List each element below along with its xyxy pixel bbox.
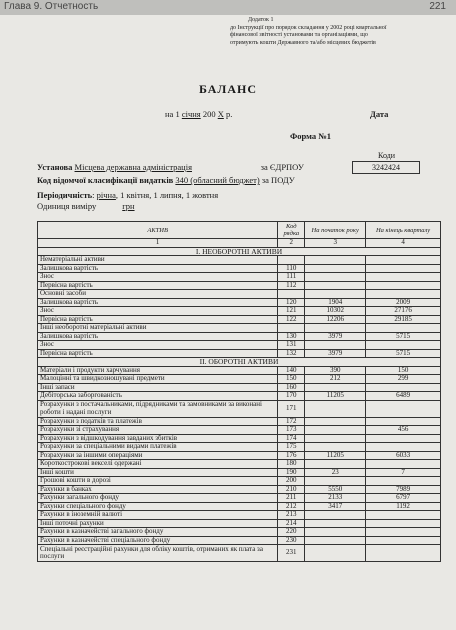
table-row <box>38 264 441 273</box>
institution-label: Установа <box>37 162 73 172</box>
row-label: Рахунки в банках <box>38 485 278 494</box>
row-start-value <box>305 341 366 350</box>
row-label: Матеріали і продукти харчування <box>38 366 278 375</box>
appendix-note <box>230 17 440 47</box>
row-label: Первісна вартість <box>38 281 278 290</box>
codes-header: Коди <box>378 151 396 160</box>
table-row <box>38 341 441 350</box>
section-heading: II. ОБОРОТНІ АКТИВИ <box>38 358 441 367</box>
periodicity-value: річна <box>96 190 116 200</box>
row-code: 121 <box>278 307 305 316</box>
row-start-value: 11205 <box>305 392 366 401</box>
table-row <box>38 460 441 469</box>
row-end-value <box>366 536 441 545</box>
row-code: 130 <box>278 332 305 341</box>
col-number: 1 <box>38 239 278 248</box>
header-asset: АКТИВ <box>38 222 278 239</box>
row-label: Інші кошти <box>38 468 278 477</box>
row-label: Первісна вартість <box>38 315 278 324</box>
row-label: Рахунки в іноземній валюті <box>38 511 278 520</box>
row-start-value: 1904 <box>305 298 366 307</box>
row-code: 176 <box>278 451 305 460</box>
table-number-row <box>38 239 441 248</box>
row-code: 110 <box>278 264 305 273</box>
table-row <box>38 324 441 333</box>
row-start-value <box>305 528 366 537</box>
row-code: 174 <box>278 434 305 443</box>
row-label: Інші поточні рахунки <box>38 519 278 528</box>
edrpou-code: 3242424 <box>352 161 420 174</box>
row-label: Дебіторська заборгованість <box>38 392 278 401</box>
row-label: Розрахунки за спеціальними видами платежів <box>38 443 278 452</box>
row-end-value: 5715 <box>366 349 441 358</box>
row-start-value <box>305 281 366 290</box>
col-number: 2 <box>278 239 305 248</box>
row-end-value: 27176 <box>366 307 441 316</box>
section-heading-row <box>38 358 441 367</box>
row-end-value <box>366 460 441 469</box>
row-code <box>278 290 305 299</box>
row-start-value <box>305 417 366 426</box>
row-code: 211 <box>278 494 305 503</box>
table-row <box>38 426 441 435</box>
row-code: 140 <box>278 366 305 375</box>
row-code: 212 <box>278 502 305 511</box>
row-end-value <box>366 264 441 273</box>
row-label: Рахунки спеціального фонду <box>38 502 278 511</box>
row-start-value: 3979 <box>305 349 366 358</box>
classification-label: Код відомчої класифікації видатків <box>37 175 174 185</box>
row-code <box>278 256 305 265</box>
row-end-value: 2009 <box>366 298 441 307</box>
row-label: Залишкова вартість <box>38 298 278 307</box>
date-suffix: р. <box>225 109 233 119</box>
classification-row <box>37 175 295 185</box>
chapter-title: Глава 9. Отчетность <box>4 1 99 12</box>
row-start-value: 5550 <box>305 485 366 494</box>
row-code: 200 <box>278 477 305 486</box>
appendix-note-line: фінансової звітності установами та організаціями, що <box>230 32 368 38</box>
row-code: 171 <box>278 400 305 417</box>
unit-row <box>37 201 158 211</box>
row-start-value: 3417 <box>305 502 366 511</box>
row-start-value <box>305 545 366 562</box>
table-row <box>38 392 441 401</box>
row-label: Знос <box>38 273 278 282</box>
table-row <box>38 536 441 545</box>
row-end-value: 6489 <box>366 392 441 401</box>
table-row <box>38 307 441 316</box>
unit-label: Одиниця виміру <box>37 201 97 211</box>
row-start-value <box>305 264 366 273</box>
row-start-value <box>305 536 366 545</box>
row-start-value: 10302 <box>305 307 366 316</box>
document-title: БАЛАНС <box>198 82 258 96</box>
appendix-note-line: отримують кошти Державного та/або місцевих бюджетів <box>230 39 376 46</box>
table-row <box>38 494 441 503</box>
institution-value: Місцева державна адміністрація <box>74 162 192 172</box>
classification-value: 340 (обласний бюджет) <box>175 175 260 185</box>
table-row <box>38 545 441 562</box>
row-end-value <box>366 519 441 528</box>
section-heading: I. НЕОБОРОТНІ АКТИВИ <box>38 247 441 256</box>
row-label: Знос <box>38 307 278 316</box>
page-header-bar <box>0 0 456 15</box>
row-code: 220 <box>278 528 305 537</box>
row-code: 132 <box>278 349 305 358</box>
table-row <box>38 443 441 452</box>
table-row <box>38 290 441 299</box>
periodicity-row: Періодичність: річна, 1 квітня, 1 липня, 1 жовтня <box>37 190 219 200</box>
row-start-value: 12206 <box>305 315 366 324</box>
row-end-value <box>366 400 441 417</box>
row-end-value <box>366 545 441 562</box>
date-label: Дата <box>370 109 389 119</box>
row-start-value <box>305 519 366 528</box>
date-prefix: на 1 <box>165 109 180 119</box>
row-start-value <box>305 511 366 520</box>
row-code: 120 <box>278 298 305 307</box>
row-start-value: 2133 <box>305 494 366 503</box>
row-end-value <box>366 290 441 299</box>
row-start-value: 23 <box>305 468 366 477</box>
table-row <box>38 511 441 520</box>
row-label: Розрахунки за іншими операціями <box>38 451 278 460</box>
row-code: 150 <box>278 375 305 384</box>
row-end-value: 299 <box>366 375 441 384</box>
row-end-value <box>366 273 441 282</box>
col-number: 4 <box>366 239 441 248</box>
row-end-value <box>366 434 441 443</box>
row-code: 230 <box>278 536 305 545</box>
header-code: Код рядка <box>278 222 305 239</box>
institution-row <box>37 162 304 172</box>
table-row <box>38 273 441 282</box>
row-label: Спеціальні реєстраційні рахунки для обліку коштів, отриманих як плата за послуги <box>38 545 278 562</box>
row-label: Нематеріальні активи <box>38 256 278 265</box>
row-code: 112 <box>278 281 305 290</box>
row-start-value <box>305 324 366 333</box>
row-code: 172 <box>278 417 305 426</box>
table-row <box>38 400 441 417</box>
row-start-value <box>305 290 366 299</box>
row-start-value: 390 <box>305 366 366 375</box>
row-start-value: 11205 <box>305 451 366 460</box>
col-number: 3 <box>305 239 366 248</box>
row-start-value <box>305 400 366 417</box>
row-label: Основні засоби <box>38 290 278 299</box>
row-start-value: 3979 <box>305 332 366 341</box>
row-end-value <box>366 443 441 452</box>
row-code: 122 <box>278 315 305 324</box>
row-label: Рахунки в казначействі загального фонду <box>38 528 278 537</box>
row-label: Малоцінні та швидкозношувані предмети <box>38 375 278 384</box>
table-row <box>38 375 441 384</box>
row-label: Інші необоротні матеріальні активи <box>38 324 278 333</box>
date-year-suffix: X <box>217 109 224 119</box>
row-end-value <box>366 511 441 520</box>
row-code: 190 <box>278 468 305 477</box>
balance-table <box>37 221 441 562</box>
table-row <box>38 281 441 290</box>
row-end-value: 6033 <box>366 451 441 460</box>
row-code: 210 <box>278 485 305 494</box>
row-start-value <box>305 443 366 452</box>
row-label: Короткострокові векселі одержані <box>38 460 278 469</box>
page-number: 221 <box>429 1 446 12</box>
row-end-value: 1192 <box>366 502 441 511</box>
unit-value: грн <box>122 201 135 211</box>
row-start-value <box>305 256 366 265</box>
row-start-value <box>305 426 366 435</box>
row-end-value <box>366 256 441 265</box>
table-row <box>38 477 441 486</box>
row-code: 160 <box>278 383 305 392</box>
row-start-value <box>305 477 366 486</box>
row-code: 180 <box>278 460 305 469</box>
table-row <box>38 298 441 307</box>
periodicity-label: Періодичність <box>37 190 93 200</box>
row-end-value: 456 <box>366 426 441 435</box>
row-label: Знос <box>38 341 278 350</box>
row-start-value: 212 <box>305 375 366 384</box>
row-label: Розрахунки з постачальниками, підрядниками та замовниками за виконані роботи і надані послуги <box>38 400 278 417</box>
row-end-value: 7 <box>366 468 441 477</box>
row-label: Розрахунки зі страхування <box>38 426 278 435</box>
row-end-value: 7989 <box>366 485 441 494</box>
row-label: Рахунки загального фонду <box>38 494 278 503</box>
row-start-value <box>305 273 366 282</box>
row-label: Залишкова вартість <box>38 332 278 341</box>
periodicity-rest: , 1 квітня, 1 липня, 1 жовтня <box>115 190 219 200</box>
row-label: Рахунки в казначействі спеціального фонду <box>38 536 278 545</box>
balance-date <box>165 109 232 119</box>
table-row <box>38 256 441 265</box>
table-header-row <box>38 222 441 239</box>
row-label: Залишкова вартість <box>38 264 278 273</box>
row-start-value <box>305 434 366 443</box>
podu-label: за ПОДУ <box>261 175 295 185</box>
row-end-value: 6797 <box>366 494 441 503</box>
row-code: 214 <box>278 519 305 528</box>
row-end-value <box>366 477 441 486</box>
header-end: На кінець кварталу <box>366 222 441 239</box>
row-end-value: 29185 <box>366 315 441 324</box>
row-code <box>278 324 305 333</box>
edrpou-label: за ЄДРПОУ <box>260 162 304 172</box>
row-end-value: 150 <box>366 366 441 375</box>
appendix-note-line: до Інструкції про порядок складання у 2002 році квартальної <box>230 24 387 31</box>
row-code: 173 <box>278 426 305 435</box>
row-code: 175 <box>278 443 305 452</box>
row-code: 111 <box>278 273 305 282</box>
row-start-value <box>305 460 366 469</box>
row-end-value: 5715 <box>366 332 441 341</box>
form-number: Форма №1 <box>290 131 332 141</box>
row-label: Первісна вартість <box>38 349 278 358</box>
appendix-note-line: Додаток 1 <box>248 17 274 23</box>
row-end-value <box>366 528 441 537</box>
date-month: січня <box>181 109 201 119</box>
row-label: Розрахунки з податків та платежів <box>38 417 278 426</box>
row-label: Розрахунки з відшкодування завданих збитків <box>38 434 278 443</box>
row-code: 170 <box>278 392 305 401</box>
row-end-value <box>366 341 441 350</box>
row-end-value <box>366 281 441 290</box>
table-row <box>38 332 441 341</box>
header-start: На початок року <box>305 222 366 239</box>
row-code: 231 <box>278 545 305 562</box>
date-year: 200 <box>202 109 216 119</box>
row-label: Грошові кошти в дорозі <box>38 477 278 486</box>
row-code: 213 <box>278 511 305 520</box>
table-row <box>38 528 441 537</box>
row-end-value <box>366 324 441 333</box>
row-code: 131 <box>278 341 305 350</box>
row-label: Інші запаси <box>38 383 278 392</box>
